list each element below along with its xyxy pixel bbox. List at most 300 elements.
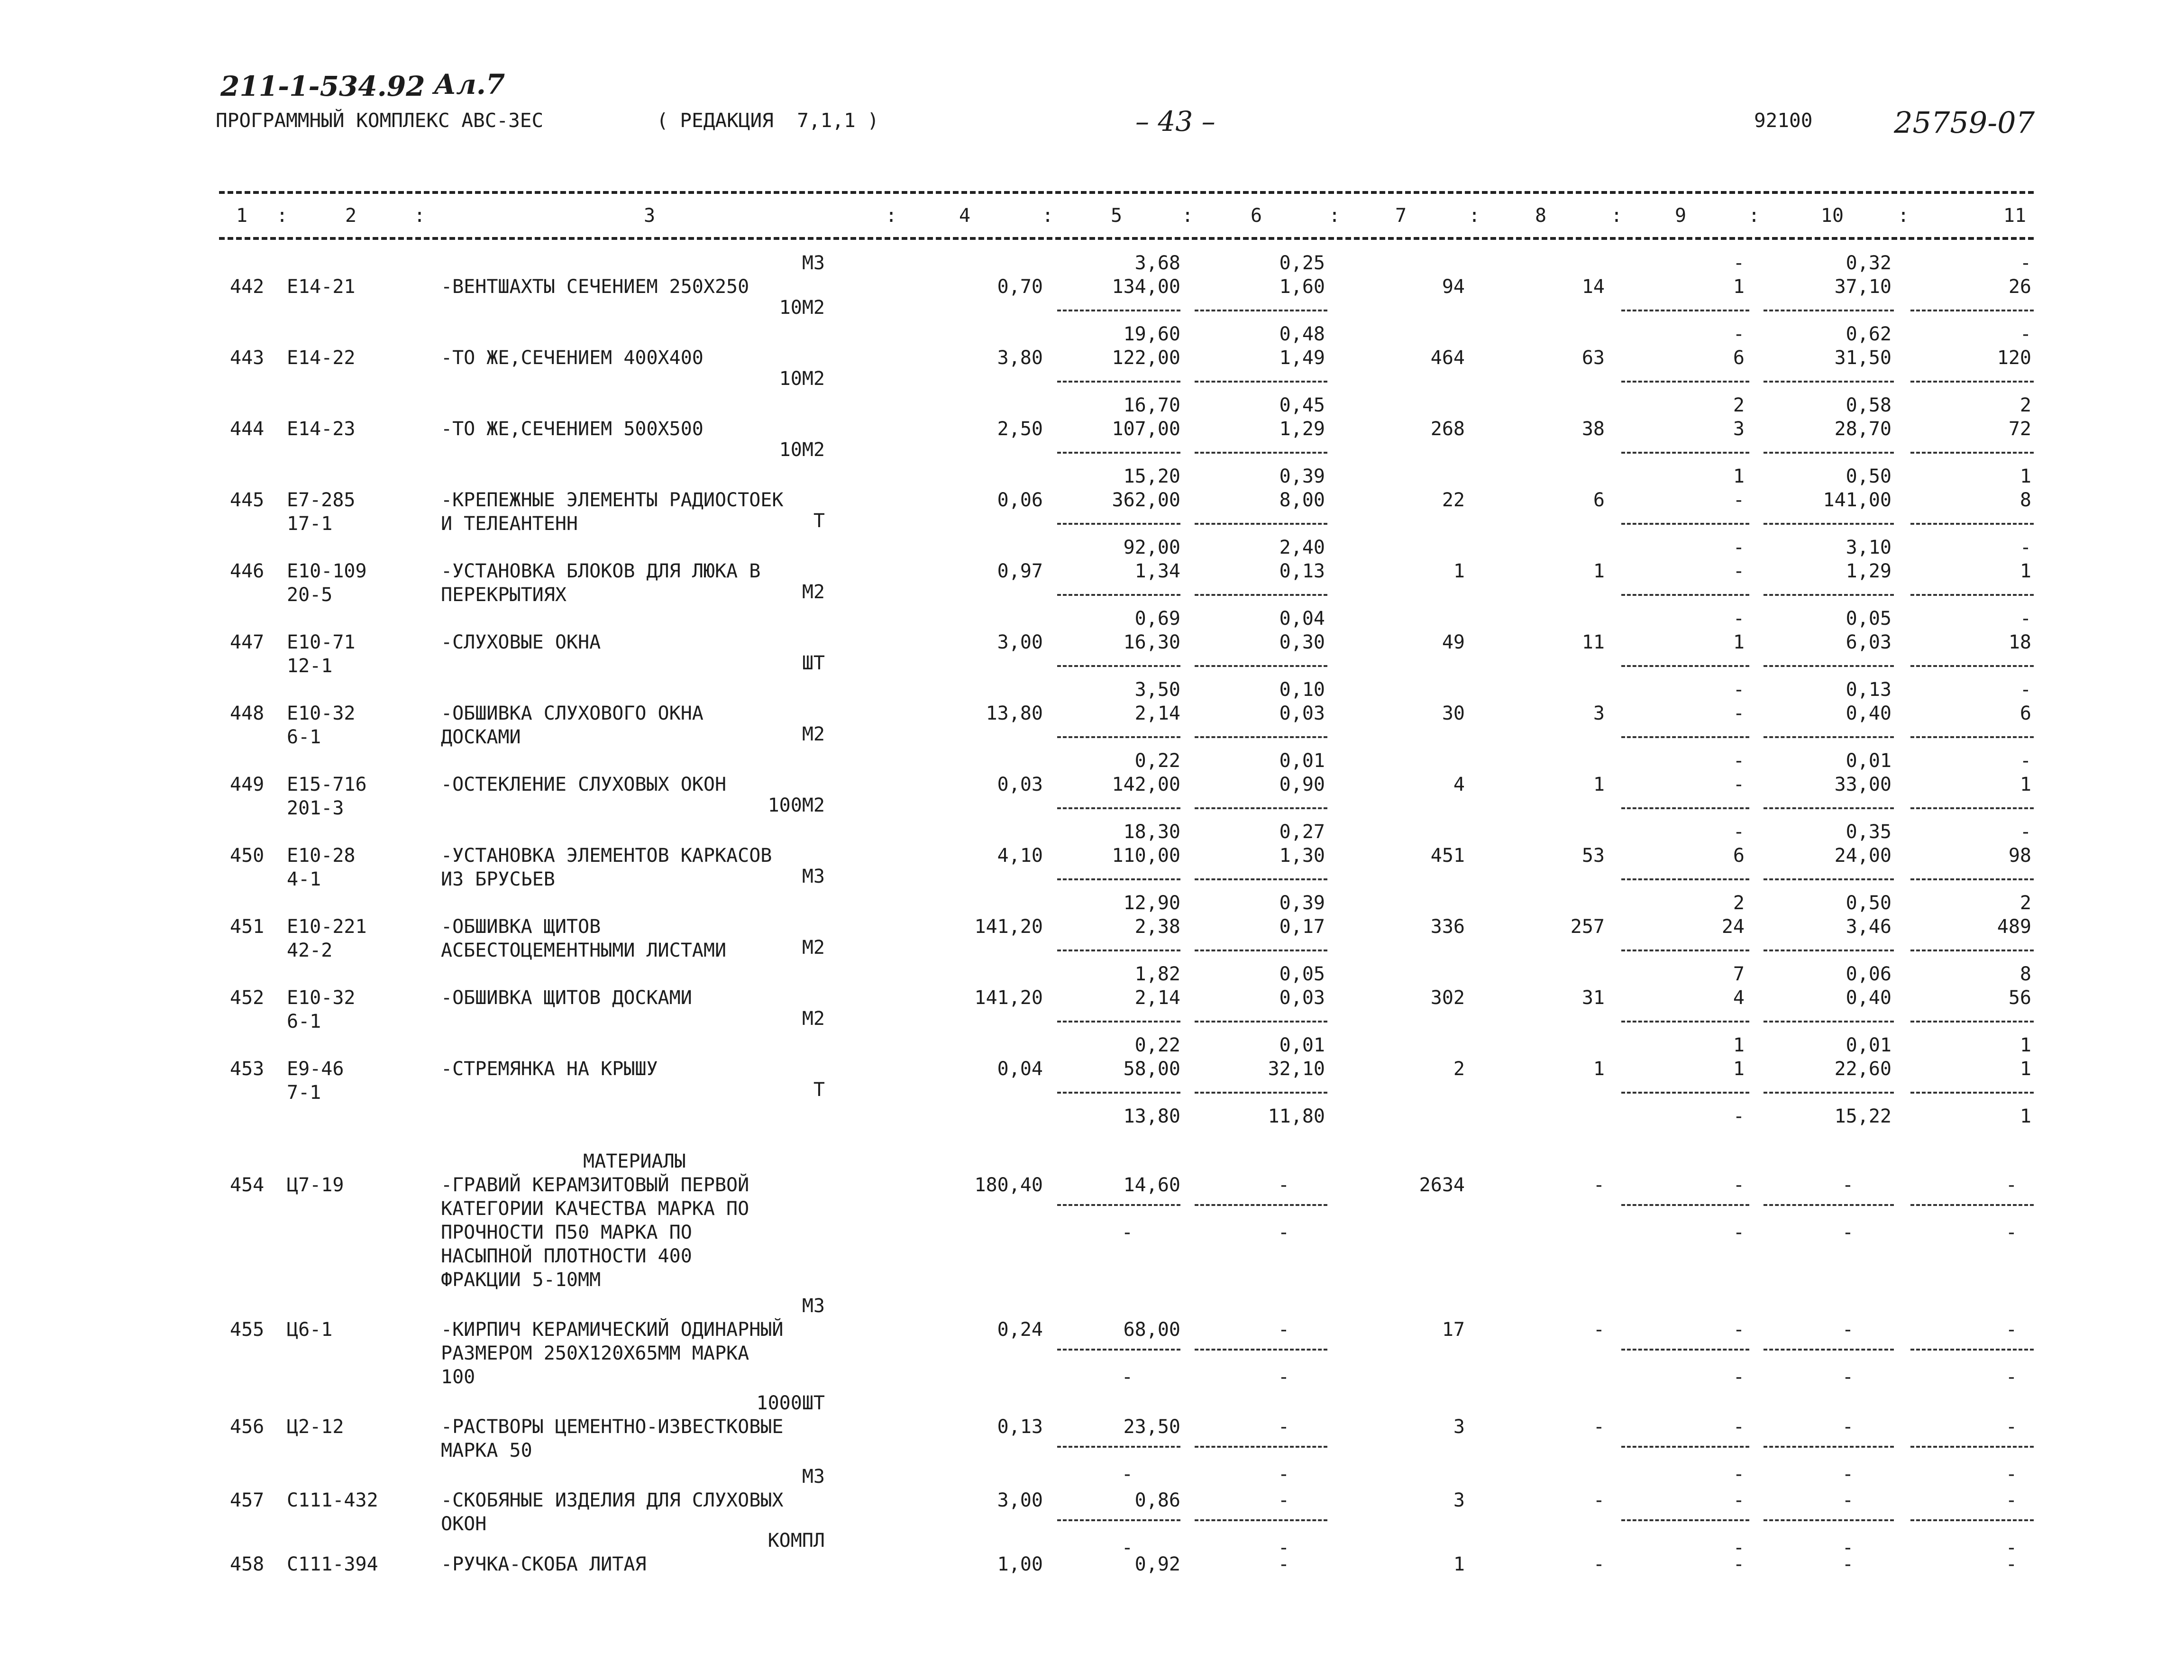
work-description: -ТО ЖЕ,СЕЧЕНИЕМ 500Х500 — [441, 418, 704, 440]
subtotal-rule — [1910, 1349, 2034, 1351]
subtotal-rule — [1621, 950, 1749, 951]
cell-col10: 0,40 — [1846, 703, 1892, 724]
subtotal-rule — [1621, 1446, 1749, 1448]
work-description: -СТРЕМЯНКА НА КРЫШУ — [441, 1058, 658, 1080]
subtotal-rule — [1195, 523, 1327, 525]
cell-col7: 30 — [1442, 703, 1465, 724]
column-header-8: 8 — [1535, 205, 1547, 227]
subtotal-rule — [1057, 1349, 1180, 1351]
cell-col8: 53 — [1581, 845, 1605, 867]
rate-code: Ц6-1 — [287, 1319, 333, 1341]
subtotal-rule — [1621, 736, 1749, 738]
cell-col8: - — [1593, 1319, 1605, 1341]
total-col5: 13,80 — [1123, 1105, 1180, 1127]
subtotal-rule — [1057, 736, 1180, 738]
cell-col11: 1 — [2020, 1034, 2031, 1056]
subtotal-rule — [1057, 1519, 1180, 1521]
cell-col5: - — [1121, 1537, 1133, 1559]
row-number: 455 — [230, 1319, 265, 1341]
cell-col6: - — [1278, 1319, 1289, 1341]
cell-col7: 2 — [1453, 1058, 1465, 1080]
column-separator: : — [1042, 205, 1054, 227]
subtotal-rule — [1910, 381, 2034, 383]
work-description: -ОБШИВКА СЛУХОВОГО ОКНА — [441, 703, 704, 724]
rate-code: Е10-32 — [287, 703, 356, 724]
cell-col10: - — [1842, 1537, 1854, 1559]
cell-col10: 0,05 — [1846, 608, 1892, 630]
cell-col4: 3,80 — [997, 347, 1043, 369]
row-number: 457 — [230, 1489, 265, 1511]
subtotal-rule — [1764, 736, 1894, 738]
subtotal-rule — [1910, 1204, 2034, 1206]
program-edition: ( РЕДАКЦИЯ 7,1,1 ) — [657, 109, 879, 132]
rate-subcode: 6-1 — [287, 726, 321, 748]
cell-col11: 2 — [2020, 892, 2031, 914]
total-col10: 15,22 — [1834, 1105, 1892, 1127]
subtotal-rule — [1764, 1021, 1894, 1023]
work-description: ПЕРЕКРЫТИЯХ — [441, 584, 567, 606]
subtotal-rule — [1621, 310, 1749, 311]
row-number: 453 — [230, 1058, 265, 1080]
album-label: Ал.7 — [434, 68, 505, 100]
cell-col8: 3 — [1593, 703, 1605, 724]
row-number: 447 — [230, 631, 265, 653]
cell-col6: 0,01 — [1279, 1034, 1325, 1056]
subtotal-rule — [1621, 523, 1749, 525]
cell-col11: - — [2020, 252, 2031, 274]
cell-col5: 92,00 — [1123, 537, 1180, 558]
cell-col5: 0,22 — [1134, 750, 1180, 772]
cell-col8: - — [1593, 1553, 1605, 1575]
subtotal-rule — [1195, 807, 1327, 809]
program-code: 92100 — [1754, 109, 1813, 132]
column-header-2: 2 — [345, 205, 357, 227]
cell-col11: - — [2020, 750, 2031, 772]
cell-col11: - — [2020, 821, 2031, 843]
subtotal-rule — [1621, 807, 1749, 809]
subtotal-rule — [1764, 594, 1894, 596]
cell-col9: 7 — [1733, 963, 1745, 985]
cell-col8: 38 — [1581, 418, 1605, 440]
rate-code: Е10-221 — [287, 916, 367, 938]
cell-col11: 6 — [2020, 703, 2031, 724]
cell-col10: - — [1842, 1416, 1854, 1438]
row-number: 442 — [230, 276, 265, 298]
row-number: 454 — [230, 1174, 265, 1196]
cell-col9: - — [1733, 750, 1745, 772]
unit-label: М2 — [802, 723, 825, 745]
cell-col11: - — [2005, 1319, 2017, 1341]
subtotal-rule — [1057, 807, 1180, 809]
row-number: 444 — [230, 418, 265, 440]
cell-col7: 268 — [1430, 418, 1465, 440]
cell-col5: 134,00 — [1112, 276, 1180, 298]
cell-col5: 19,60 — [1123, 323, 1180, 345]
cell-col10: 31,50 — [1834, 347, 1892, 369]
cell-col8: - — [1593, 1416, 1605, 1438]
cell-col9: - — [1733, 1222, 1745, 1243]
cell-col11: - — [2020, 608, 2031, 630]
total-col11: 1 — [2020, 1105, 2031, 1127]
subtotal-rule — [1764, 807, 1894, 809]
rate-code: Е14-22 — [287, 347, 356, 369]
cell-col9: - — [1733, 1489, 1745, 1511]
rate-code: Е9-46 — [287, 1058, 344, 1080]
cell-col10: 0,50 — [1846, 466, 1892, 487]
cell-col6: 0,39 — [1279, 466, 1325, 487]
cell-col10: 22,60 — [1834, 1058, 1892, 1080]
cell-col9: 6 — [1733, 347, 1745, 369]
column-separator: : — [276, 205, 288, 227]
rate-subcode: 17-1 — [287, 513, 333, 535]
rate-code: Е10-71 — [287, 631, 356, 653]
subtotal-rule — [1764, 1092, 1894, 1094]
cell-col10: 0,35 — [1846, 821, 1892, 843]
cell-col5: 142,00 — [1112, 774, 1180, 795]
subtotal-rule — [1195, 736, 1327, 738]
subtotal-rule — [1057, 1021, 1180, 1023]
subtotal-rule — [1764, 452, 1894, 454]
cell-col8: 11 — [1581, 631, 1605, 653]
column-header-1: 1 — [236, 205, 248, 227]
cell-col7: 464 — [1430, 347, 1465, 369]
subtotal-rule — [1764, 381, 1894, 383]
cell-col10: 0,50 — [1846, 892, 1892, 914]
cell-col9: - — [1733, 489, 1745, 511]
cell-col9: - — [1733, 560, 1745, 582]
total-col9: - — [1733, 1105, 1745, 1127]
material-description: -РУЧКА-СКОБА ЛИТАЯ — [441, 1553, 647, 1575]
cell-col10: 0,58 — [1846, 394, 1892, 416]
table-top-rule — [219, 191, 2034, 194]
cell-col5: 15,20 — [1123, 466, 1180, 487]
cell-col8: - — [1593, 1489, 1605, 1511]
subtotal-rule — [1057, 594, 1180, 596]
cell-col4: 141,20 — [974, 987, 1043, 1009]
subtotal-rule — [1621, 381, 1749, 383]
subtotal-rule — [1195, 950, 1327, 951]
cell-col6: - — [1278, 1366, 1289, 1388]
subtotal-rule — [1764, 950, 1894, 951]
row-number: 443 — [230, 347, 265, 369]
cell-col9: - — [1733, 774, 1745, 795]
rate-code: Ц2-12 — [287, 1416, 344, 1438]
rate-code: С111-394 — [287, 1553, 378, 1575]
unit-label: 1000ШТ — [756, 1392, 825, 1414]
row-number: 450 — [230, 845, 265, 867]
material-description: ФРАКЦИИ 5-10ММ — [441, 1269, 601, 1291]
cell-col10: 0,01 — [1846, 750, 1892, 772]
cell-col7: 94 — [1442, 276, 1465, 298]
subtotal-rule — [1910, 950, 2034, 951]
cell-col6: - — [1278, 1416, 1289, 1438]
cell-col6: - — [1278, 1174, 1289, 1196]
cell-col9: 1 — [1733, 631, 1745, 653]
cell-col5: 2,38 — [1134, 916, 1180, 938]
row-number: 448 — [230, 703, 265, 724]
rate-code: Е10-32 — [287, 987, 356, 1009]
work-description: -СЛУХОВЫЕ ОКНА — [441, 631, 601, 653]
rate-code: Е10-109 — [287, 560, 367, 582]
rate-code: Е14-21 — [287, 276, 356, 298]
cell-col11: 1 — [2020, 466, 2031, 487]
cell-col4: 0,24 — [997, 1319, 1043, 1341]
cell-col10: 6,03 — [1846, 631, 1892, 653]
cell-col6: - — [1278, 1463, 1289, 1485]
subtotal-rule — [1057, 523, 1180, 525]
cell-col5: 16,70 — [1123, 394, 1180, 416]
subtotal-rule — [1057, 665, 1180, 667]
cell-col4: 2,50 — [997, 418, 1043, 440]
column-separator: : — [413, 205, 426, 227]
cell-col6: 0,03 — [1279, 703, 1325, 724]
cell-col6: - — [1278, 1537, 1289, 1559]
cell-col7: 451 — [1430, 845, 1465, 867]
cell-col5: 362,00 — [1112, 489, 1180, 511]
subtotal-rule — [1910, 1519, 2034, 1521]
subtotal-rule — [1057, 310, 1180, 311]
subtotal-rule — [1910, 523, 2034, 525]
cell-col4: 3,00 — [997, 631, 1043, 653]
subtotal-rule — [1057, 381, 1180, 383]
unit-label: Т — [813, 1079, 825, 1101]
cell-col10: 37,10 — [1834, 276, 1892, 298]
material-description: РАЗМЕРОМ 250Х120Х65ММ МАРКА — [441, 1342, 749, 1364]
cell-col9: 6 — [1733, 845, 1745, 867]
cell-col5: 0,92 — [1134, 1553, 1180, 1575]
cell-col9: - — [1733, 821, 1745, 843]
cell-col9: - — [1733, 1366, 1745, 1388]
cell-col9: - — [1733, 1416, 1745, 1438]
column-separator: : — [1468, 205, 1480, 227]
unit-label: 10М2 — [779, 297, 825, 319]
subtotal-rule — [1910, 1446, 2034, 1448]
cell-col11: - — [2020, 679, 2031, 701]
cell-col9: 2 — [1733, 892, 1745, 914]
cell-col9: 1 — [1733, 276, 1745, 298]
cell-col9: - — [1733, 1553, 1745, 1575]
cell-col4: 0,03 — [997, 774, 1043, 795]
cell-col4: 3,00 — [997, 1489, 1043, 1511]
cell-col7: 3 — [1453, 1416, 1465, 1438]
subtotal-rule — [1195, 1204, 1327, 1206]
subtotal-rule — [1764, 523, 1894, 525]
cell-col5: 107,00 — [1112, 418, 1180, 440]
column-separator: : — [1897, 205, 1910, 227]
cell-col10: - — [1842, 1222, 1854, 1243]
cell-col6: - — [1278, 1222, 1289, 1243]
subtotal-rule — [1195, 1349, 1327, 1351]
unit-label: М2 — [802, 937, 825, 959]
unit-label: М3 — [802, 1466, 825, 1488]
column-header-3: 3 — [643, 205, 656, 227]
column-header-7: 7 — [1395, 205, 1407, 227]
cell-col5: - — [1121, 1222, 1133, 1243]
cell-col8: - — [1593, 1174, 1605, 1196]
subtotal-rule — [1910, 1021, 2034, 1023]
rate-subcode: 42-2 — [287, 940, 333, 961]
cell-col5: 0,22 — [1134, 1034, 1180, 1056]
cell-col4: 0,06 — [997, 489, 1043, 511]
rate-subcode: 4-1 — [287, 868, 321, 890]
cell-col7: 4 — [1453, 774, 1465, 795]
cell-col6: 2,40 — [1279, 537, 1325, 558]
cell-col7: 336 — [1430, 916, 1465, 938]
cell-col5: 0,86 — [1134, 1489, 1180, 1511]
column-header-6: 6 — [1250, 205, 1262, 227]
row-number: 458 — [230, 1553, 265, 1575]
subtotal-rule — [1764, 1519, 1894, 1521]
material-description: -КИРПИЧ КЕРАМИЧЕСКИЙ ОДИНАРНЫЙ — [441, 1319, 784, 1341]
column-separator: : — [1748, 205, 1760, 227]
subtotal-rule — [1764, 878, 1894, 880]
cell-col11: - — [2005, 1366, 2017, 1388]
subtotal-rule — [1764, 1349, 1894, 1351]
cell-col7: 3 — [1453, 1489, 1465, 1511]
cell-col5: 1,82 — [1134, 963, 1180, 985]
document-code: 211-1-534.92 — [220, 70, 425, 102]
material-description: -СКОБЯНЫЕ ИЗДЕЛИЯ ДЛЯ СЛУХОВЫХ — [441, 1489, 784, 1511]
unit-label: М2 — [802, 581, 825, 603]
subtotal-rule — [1057, 1204, 1180, 1206]
cell-col9: 1 — [1733, 1034, 1745, 1056]
sheet-number: 25759-07 — [1894, 105, 2035, 140]
cell-col9: - — [1733, 703, 1745, 724]
cell-col9: - — [1733, 323, 1745, 345]
rate-code: Ц7-19 — [287, 1174, 344, 1196]
column-separator: : — [1181, 205, 1194, 227]
cell-col9: - — [1733, 252, 1745, 274]
cell-col9: 2 — [1733, 394, 1745, 416]
column-separator: : — [1328, 205, 1341, 227]
unit-label: Т — [813, 510, 825, 532]
cell-col5: 14,60 — [1123, 1174, 1180, 1196]
cell-col10: - — [1842, 1463, 1854, 1485]
cell-col5: 58,00 — [1123, 1058, 1180, 1080]
subtotal-rule — [1621, 1092, 1749, 1094]
cell-col9: - — [1733, 679, 1745, 701]
subtotal-rule — [1910, 807, 2034, 809]
cell-col6: 0,27 — [1279, 821, 1325, 843]
cell-col11: 98 — [2008, 845, 2031, 867]
material-description: НАСЫПНОЙ ПЛОТНОСТИ 400 — [441, 1245, 692, 1267]
subtotal-rule — [1195, 594, 1327, 596]
cell-col6: 0,05 — [1279, 963, 1325, 985]
work-description: -ОБШИВКА ЩИТОВ ДОСКАМИ — [441, 987, 692, 1009]
cell-col6: 0,90 — [1279, 774, 1325, 795]
cell-col11: - — [2005, 1416, 2017, 1438]
cell-col10: - — [1842, 1174, 1854, 1196]
cell-col10: - — [1842, 1553, 1854, 1575]
cell-col7: 17 — [1442, 1319, 1465, 1341]
cell-col4: 180,40 — [974, 1174, 1043, 1196]
cell-col5: - — [1121, 1366, 1133, 1388]
column-header-9: 9 — [1674, 205, 1687, 227]
total-col6: 11,80 — [1268, 1105, 1325, 1127]
column-header-5: 5 — [1110, 205, 1123, 227]
cell-col11: 56 — [2008, 987, 2031, 1009]
rate-code: Е14-23 — [287, 418, 356, 440]
cell-col6: 0,30 — [1279, 631, 1325, 653]
column-header-10: 10 — [1820, 205, 1844, 227]
work-description: -ТО ЖЕ,СЕЧЕНИЕМ 400Х400 — [441, 347, 704, 369]
cell-col10: - — [1842, 1366, 1854, 1388]
cell-col10: 33,00 — [1834, 774, 1892, 795]
cell-col9: - — [1733, 1174, 1745, 1196]
material-description: -РАСТВОРЫ ЦЕМЕНТНО-ИЗВЕСТКОВЫЕ — [441, 1416, 784, 1438]
cell-col9: - — [1733, 1463, 1745, 1485]
cell-col4: 0,04 — [997, 1058, 1043, 1080]
cell-col6: 0,03 — [1279, 987, 1325, 1009]
column-header-4: 4 — [959, 205, 971, 227]
cell-col11: 120 — [1997, 347, 2031, 369]
subtotal-rule — [1910, 452, 2034, 454]
cell-col11: - — [2005, 1537, 2017, 1559]
cell-col5: - — [1121, 1463, 1133, 1485]
program-title: ПРОГРАММНЫЙ КОМПЛЕКС АВС-ЗЕС — [216, 109, 544, 132]
subtotal-rule — [1057, 950, 1180, 951]
cell-col8: 31 — [1581, 987, 1605, 1009]
row-number: 451 — [230, 916, 265, 938]
cell-col10: 0,62 — [1846, 323, 1892, 345]
cell-col11: 8 — [2020, 963, 2031, 985]
cell-col5: 23,50 — [1123, 1416, 1180, 1438]
subtotal-rule — [1195, 665, 1327, 667]
work-description: -УСТАНОВКА БЛОКОВ ДЛЯ ЛЮКА В — [441, 560, 761, 582]
unit-label: М3 — [802, 866, 825, 887]
cell-col9: 24 — [1721, 916, 1745, 938]
unit-label: КОМПЛ — [768, 1530, 825, 1552]
subtotal-rule — [1764, 310, 1894, 311]
subtotal-rule — [1621, 1519, 1749, 1521]
cell-col10: 28,70 — [1834, 418, 1892, 440]
cell-col6: 0,45 — [1279, 394, 1325, 416]
subtotal-rule — [1910, 594, 2034, 596]
work-description: ИЗ БРУСЬЕВ — [441, 868, 555, 890]
subtotal-rule — [1621, 1349, 1749, 1351]
cell-col9: 4 — [1733, 987, 1745, 1009]
subtotal-rule — [1621, 878, 1749, 880]
work-description: -УСТАНОВКА ЭЛЕМЕНТОВ КАРКАСОВ — [441, 845, 772, 867]
cell-col6: 0,10 — [1279, 679, 1325, 701]
rate-subcode: 6-1 — [287, 1011, 321, 1032]
cell-col6: 32,10 — [1268, 1058, 1325, 1080]
cell-col11: - — [2005, 1222, 2017, 1243]
row-number: 456 — [230, 1416, 265, 1438]
cell-col5: 12,90 — [1123, 892, 1180, 914]
cell-col5: 18,30 — [1123, 821, 1180, 843]
rate-code: Е15-716 — [287, 774, 367, 795]
subtotal-rule — [1195, 1092, 1327, 1094]
cell-col4: 4,10 — [997, 845, 1043, 867]
work-description: -ВЕНТШАХТЫ СЕЧЕНИЕМ 250Х250 — [441, 276, 749, 298]
subtotal-rule — [1195, 452, 1327, 454]
cell-col10: 0,01 — [1846, 1034, 1892, 1056]
header-bottom-rule — [219, 237, 2034, 240]
cell-col10: 0,13 — [1846, 679, 1892, 701]
material-description: ПРОЧНОСТИ П50 МАРКА ПО — [441, 1222, 692, 1243]
cell-col4: 13,80 — [986, 703, 1043, 724]
work-description: И ТЕЛЕАНТЕНН — [441, 513, 578, 535]
rate-subcode: 12-1 — [287, 655, 333, 677]
cell-col8: 257 — [1570, 916, 1605, 938]
rate-code: Е7-285 — [287, 489, 356, 511]
materials-heading: МАТЕРИАЛЫ — [583, 1150, 686, 1172]
cell-col9: 1 — [1733, 1058, 1745, 1080]
cell-col10: 141,00 — [1823, 489, 1892, 511]
cell-col7: 22 — [1442, 489, 1465, 511]
cell-col6: 0,17 — [1279, 916, 1325, 938]
